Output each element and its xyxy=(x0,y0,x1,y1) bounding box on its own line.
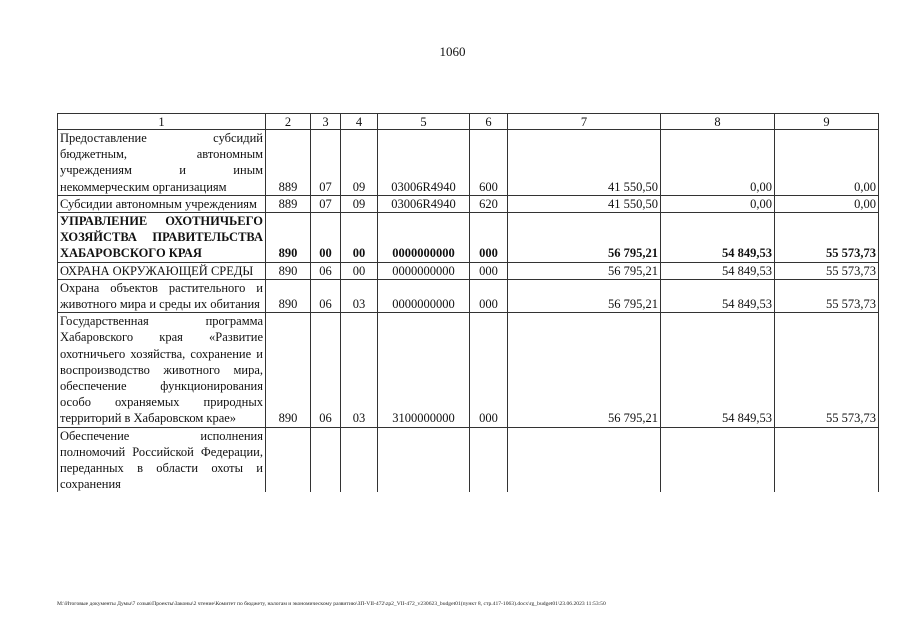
cell-expense-type: 000 xyxy=(470,213,508,263)
page-number: 1060 xyxy=(439,44,466,59)
cell-amount-7: 56 795,21 xyxy=(508,279,661,312)
cell-subsection xyxy=(341,427,378,492)
cell-amount-7: 41 550,50 xyxy=(508,130,661,196)
cell-amount-9 xyxy=(775,427,879,492)
cell-ministry: 889 xyxy=(266,130,311,196)
cell-subsection: 00 xyxy=(341,262,378,279)
column-header: 9 xyxy=(775,114,879,130)
cell-subsection: 00 xyxy=(341,213,378,263)
column-header: 4 xyxy=(341,114,378,130)
cell-amount-8: 0,00 xyxy=(661,195,775,212)
document-path-footer: M:\Итоговые документы Думы\7 созыв\Проекты\Законы\2 чтение\Комитет по бюджету, налогам и экономическому развитию\ЗП-VII-472\zp2_VII-472_v230623_budget01(пункт 8, стр.417-1063).docx\rg_budget01\23.06.2023 11:53:50 xyxy=(57,601,606,607)
table-header-row xyxy=(58,114,879,130)
column-header: 3 xyxy=(311,114,341,130)
cell-target-code: 0000000000 xyxy=(378,213,470,263)
cell-expense-type: 600 xyxy=(470,130,508,196)
cell-amount-8: 54 849,53 xyxy=(661,279,775,312)
cell-ministry: 890 xyxy=(266,313,311,427)
cell-target-code: 0000000000 xyxy=(378,279,470,312)
cell-target-code: 3100000000 xyxy=(378,313,470,427)
column-header: 6 xyxy=(470,114,508,130)
table-row xyxy=(58,130,879,196)
cell-subsection: 03 xyxy=(341,313,378,427)
cell-target-code: 03006R4940 xyxy=(378,195,470,212)
cell-amount-9: 0,00 xyxy=(775,195,879,212)
table-row xyxy=(58,279,879,312)
cell-expense-type: 000 xyxy=(470,262,508,279)
cell-amount-9: 55 573,73 xyxy=(775,262,879,279)
cell-target-code: 0000000000 xyxy=(378,262,470,279)
row-name: Субсидии автономным учреждениям xyxy=(58,195,266,212)
cell-ministry: 890 xyxy=(266,262,311,279)
row-name: Государственная программа Хабаровского края «Развитие охотничьего хозяйства, сохранение и воспроизводство животного мира, обеспечение функционирования особо охраняемых природных территорий в Хабаровском крае» xyxy=(58,313,266,427)
cell-ministry: 889 xyxy=(266,195,311,212)
cell-section: 06 xyxy=(311,262,341,279)
table-row xyxy=(58,195,879,212)
cell-amount-7: 41 550,50 xyxy=(508,195,661,212)
cell-target-code xyxy=(378,427,470,492)
table-row xyxy=(58,213,879,263)
cell-amount-7: 56 795,21 xyxy=(508,262,661,279)
cell-ministry xyxy=(266,427,311,492)
row-name: Охрана объектов растительного и животного мира и среды их обитания xyxy=(58,279,266,312)
cell-amount-8: 0,00 xyxy=(661,130,775,196)
cell-target-code: 03006R4940 xyxy=(378,130,470,196)
table-row xyxy=(58,427,879,492)
cell-amount-7: 56 795,21 xyxy=(508,313,661,427)
cell-amount-8: 54 849,53 xyxy=(661,313,775,427)
cell-subsection: 09 xyxy=(341,130,378,196)
column-header: 7 xyxy=(508,114,661,130)
cell-expense-type: 000 xyxy=(470,313,508,427)
cell-amount-8: 54 849,53 xyxy=(661,262,775,279)
column-header: 8 xyxy=(661,114,775,130)
cell-amount-8 xyxy=(661,427,775,492)
cell-subsection: 09 xyxy=(341,195,378,212)
cell-section: 00 xyxy=(311,213,341,263)
cell-amount-9: 55 573,73 xyxy=(775,213,879,263)
cell-expense-type: 620 xyxy=(470,195,508,212)
table-row xyxy=(58,313,879,427)
column-header: 2 xyxy=(266,114,311,130)
cell-ministry: 890 xyxy=(266,279,311,312)
cell-section: 06 xyxy=(311,313,341,427)
row-name: Предоставление субсидий бюджетным, автономным учреждениям и иным некоммерческим организациям xyxy=(58,130,266,196)
cell-amount-9: 55 573,73 xyxy=(775,279,879,312)
cell-ministry: 890 xyxy=(266,213,311,263)
cell-section: 07 xyxy=(311,130,341,196)
cell-subsection: 03 xyxy=(341,279,378,312)
cell-amount-9: 0,00 xyxy=(775,130,879,196)
cell-section: 07 xyxy=(311,195,341,212)
cell-amount-9: 55 573,73 xyxy=(775,313,879,427)
cell-expense-type xyxy=(470,427,508,492)
cell-amount-7 xyxy=(508,427,661,492)
column-header: 5 xyxy=(378,114,470,130)
table-row xyxy=(58,262,879,279)
cell-section: 06 xyxy=(311,279,341,312)
cell-amount-7: 56 795,21 xyxy=(508,213,661,263)
row-name: Обеспечение исполнения полномочий Российской Федерации, переданных в области охоты и сохранения xyxy=(58,427,266,492)
row-name: ОХРАНА ОКРУЖАЮЩЕЙ СРЕДЫ xyxy=(58,262,266,279)
cell-amount-8: 54 849,53 xyxy=(661,213,775,263)
budget-table xyxy=(57,113,879,492)
row-name: УПРАВЛЕНИЕ ОХОТНИЧЬЕГО ХОЗЯЙСТВА ПРАВИТЕЛЬСТВА ХАБАРОВСКОГО КРАЯ xyxy=(58,213,266,263)
column-header: 1 xyxy=(58,114,266,130)
cell-expense-type: 000 xyxy=(470,279,508,312)
cell-section xyxy=(311,427,341,492)
